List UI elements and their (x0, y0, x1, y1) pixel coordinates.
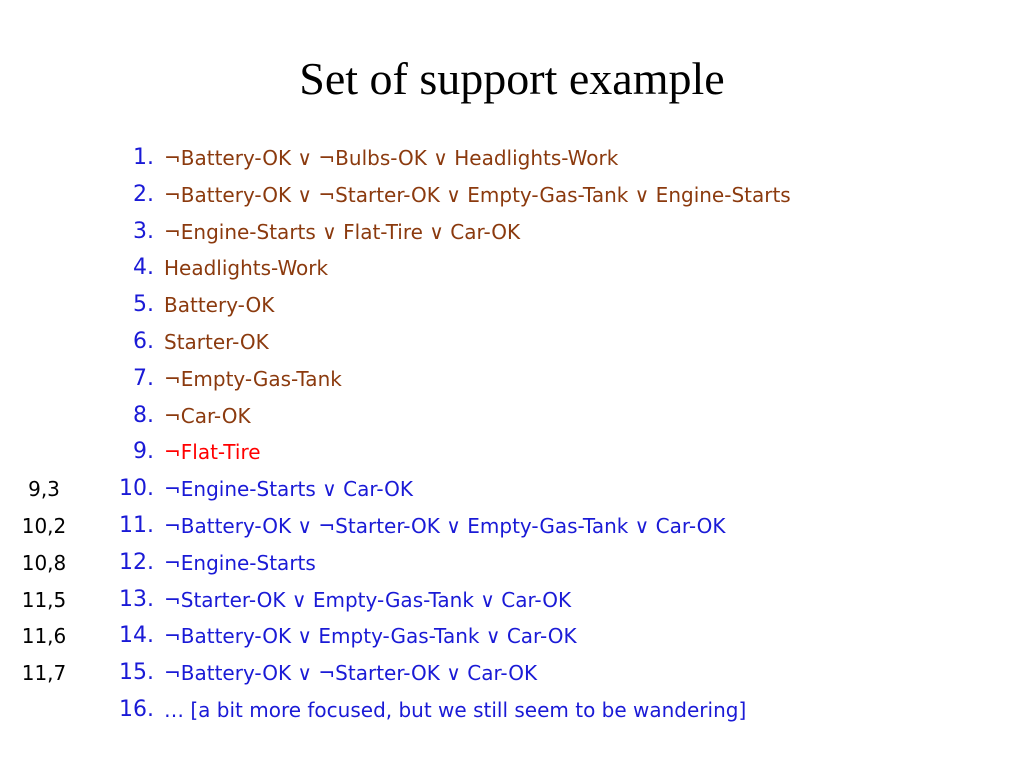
clause-row (0, 545, 1024, 582)
clause-text: ¬Flat-Tire (164, 440, 261, 465)
clause-row (0, 214, 1024, 251)
clause-number: 2. (133, 181, 154, 207)
resolution-source: 11,6 (21, 624, 67, 649)
clause-row (0, 618, 1024, 655)
clause-text: ¬Battery-OK ∨ ¬Starter-OK ∨ Car-OK (164, 661, 538, 686)
clause-text: ¬Engine-Starts ∨ Car-OK (164, 477, 413, 502)
clause-row (0, 398, 1024, 435)
clause-number: 15. (119, 660, 154, 686)
resolution-source: 10,8 (21, 550, 67, 575)
clause-row (0, 361, 1024, 398)
clause-text: … [a bit more focused, but we still seem to be wandering] (164, 697, 747, 722)
clause-row (0, 250, 1024, 287)
clause-text: ¬Battery-OK ∨ ¬Starter-OK ∨ Empty-Gas-Tank ∨ Engine-Starts (164, 182, 791, 207)
clause-list (0, 140, 1024, 729)
clause-text: ¬Battery-OK ∨ ¬Bulbs-OK ∨ Headlights-Work (164, 146, 619, 170)
clause-text: Headlights-Work (164, 256, 329, 281)
clause-row (0, 692, 1024, 729)
resolution-source: 10,2 (21, 513, 67, 538)
clause-text: ¬Engine-Starts (164, 550, 316, 575)
clause-row (0, 287, 1024, 324)
clause-number: 10. (119, 476, 154, 502)
slide-title: Set of support example (299, 53, 725, 104)
clause-number: 11. (119, 512, 154, 538)
clause-row (0, 655, 1024, 692)
clause-number: 4. (133, 255, 154, 281)
clause-number: 6. (133, 328, 154, 354)
resolution-source: 11,7 (21, 661, 67, 686)
clause-text: ¬Starter-OK ∨ Empty-Gas-Tank ∨ Car-OK (164, 587, 572, 612)
clause-row (0, 324, 1024, 361)
clause-number: 14. (119, 623, 154, 649)
clause-number: 5. (133, 292, 154, 318)
clause-row (0, 140, 1024, 177)
clause-number: 9. (133, 439, 154, 465)
clause-number: 7. (133, 365, 154, 391)
clause-text: Starter-OK (164, 329, 269, 354)
clause-number: 1. (133, 145, 154, 170)
clause-text: ¬Battery-OK ∨ Empty-Gas-Tank ∨ Car-OK (164, 624, 577, 649)
clause-text: ¬Empty-Gas-Tank (164, 366, 342, 391)
clause-number: 8. (133, 402, 154, 428)
clause-number: 13. (119, 586, 154, 612)
clause-row (0, 582, 1024, 619)
clause-row (0, 471, 1024, 508)
clause-text: ¬Battery-OK ∨ ¬Starter-OK ∨ Empty-Gas-Tank ∨ Car-OK (164, 513, 726, 538)
clause-text: ¬Engine-Starts ∨ Flat-Tire ∨ Car-OK (164, 219, 521, 244)
resolution-source: 9,3 (28, 477, 60, 502)
clause-text: ¬Car-OK (164, 403, 251, 428)
clause-number: 16. (119, 696, 154, 722)
clause-row (0, 177, 1024, 214)
clause-text: Battery-OK (164, 293, 275, 318)
clause-row (0, 508, 1024, 545)
resolution-source: 11,5 (21, 587, 67, 612)
clause-row (0, 434, 1024, 471)
clause-number: 12. (119, 549, 154, 575)
clause-number: 3. (133, 218, 154, 244)
